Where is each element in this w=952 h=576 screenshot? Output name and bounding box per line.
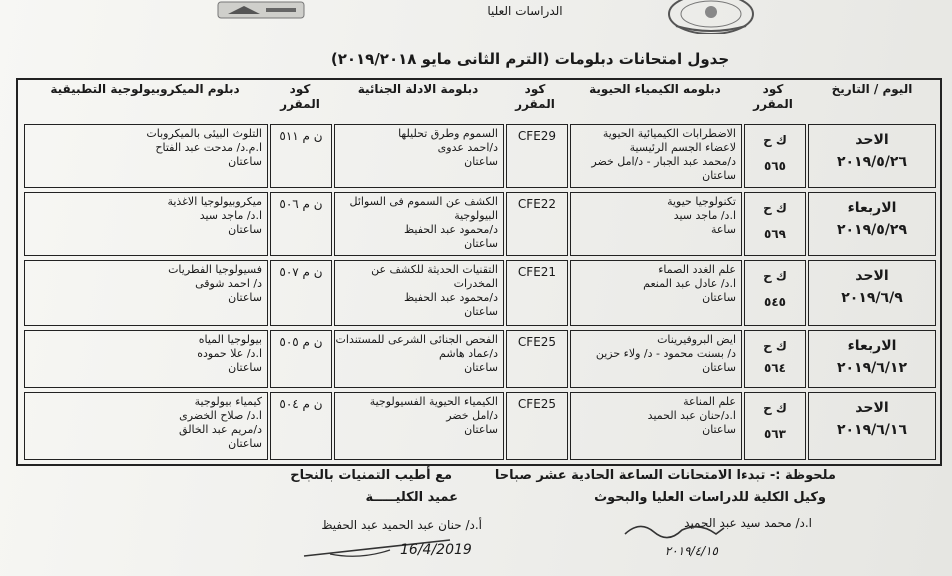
row-5-course-1: علم المناعة ا.د/حنان عبد الحميد ساعتان [570, 392, 742, 460]
vice-dean-name: ا.د/ محمد سيد عبد الحميد [684, 516, 812, 530]
row-5-day [808, 392, 936, 460]
row-5-course-3: كيمياء بيولوجية ا.د/ صلاح الخضرى د/مريم عبد الخالق ساعتان [24, 392, 268, 460]
row-3-day [808, 260, 936, 326]
header-code-1: كود المقرر [753, 82, 793, 111]
header-diploma-biochemistry: دبلومه الكيمياء الحيوية [589, 82, 721, 96]
row-2-code-1: ك ح ٥٦٩ [744, 192, 806, 256]
university-seal [666, 0, 756, 34]
department-heading: الدراسات العليا [487, 4, 563, 18]
day-name: الاربعاء [847, 338, 897, 354]
wishes-note: مع أطيب التمنيات بالنجاح [290, 468, 452, 483]
row-2-course-2: الكشف عن السموم فى السوائل البيولوجية د/محمود عبد الحفيظ ساعتان [334, 192, 504, 256]
row-3-code-1: ك ح ٥٤٥ [744, 260, 806, 326]
header-diploma-forensic: دبلومة الادلة الجنائية [357, 82, 479, 96]
row-2-course-1: تكنولوجيا حيوية ا.د/ ماجد سيد ساعة [570, 192, 742, 256]
row-1-code-2: CFE29 [506, 124, 568, 188]
row-2-code-2: CFE22 [506, 192, 568, 256]
row-2-course-3: ميكروبيولوجيا الاغذية ا.د/ ماجد سيد ساعتان [24, 192, 268, 256]
faculty-logo [214, 0, 310, 20]
row-1-code-1: ك ح ٥٦٥ [744, 124, 806, 188]
exam-date: ٢٠١٩/٥/٢٩ [836, 222, 908, 238]
vice-dean-date: ٢٠١٩/٤/١٥ [664, 544, 718, 558]
row-2-day [808, 192, 936, 256]
row-2-code-3: ن م ٥٠٦ [270, 192, 332, 256]
start-time-note: ملحوظة :- تبدءا الامتحانات الساعة الحادية عشر صباحا [494, 468, 836, 483]
row-3-code-2: CFE21 [506, 260, 568, 326]
dean-name: أ.د/ حنان عبد الحميد عبد الحفيظ [321, 518, 482, 532]
row-1-course-3: التلوث البيئى بالميكروبات ا.م.د/ مدحت عبد الفتاح ساعتان [24, 124, 268, 188]
row-1-course-1: الاضطرابات الكيميائية الحيوية لاعضاء الجسم الرئيسية د/محمد عبد الجبار - د/امل خضر ساعتان [570, 124, 742, 188]
row-1-day [808, 124, 936, 188]
day-name: الاحد [855, 400, 889, 416]
header-diploma-microbiology: دبلوم الميكروبيولوجية التطبيقية [50, 82, 240, 96]
row-4-course-1: ايض البروفيرينات د/ بسنت محمود - د/ ولاء حزين ساعتان [570, 330, 742, 388]
day-name: الاربعاء [847, 200, 897, 216]
header-day-date: اليوم / التاريخ [831, 82, 913, 96]
dean-title: عميد الكليـــــة [365, 490, 458, 505]
row-4-course-2: الفحص الجنائى الشرعى للمستندات د/عماد هاشم ساعتان [334, 330, 504, 388]
row-4-day [808, 330, 936, 388]
row-3-course-3: فسيولوجيا الفطريات د/ احمد شوقى ساعتان [24, 260, 268, 326]
row-3-course-2: التقنيات الحديثة للكشف عن المخدرات د/محمود عبد الحفيظ ساعتان [334, 260, 504, 326]
row-5-code-2: CFE25 [506, 392, 568, 460]
row-1-course-2: السموم وطرق تحليلها د/احمد عدوى ساعتان [334, 124, 504, 188]
row-5-code-1: ك ح ٥٦٣ [744, 392, 806, 460]
row-1-code-3: ن م ٥١١ [270, 124, 332, 188]
exam-date: ٢٠١٩/٥/٢٦ [836, 154, 908, 170]
vice-dean-signature [620, 516, 730, 546]
exam-date: ٢٠١٩/٦/٩ [841, 290, 903, 306]
page-title: جدول امتحانات دبلومات (الترم الثانى مايو ٢٠١٩/٢٠١٨) [330, 50, 730, 68]
row-4-course-3: بيولوجيا المياه ا.د/ علا حموده ساعتان [24, 330, 268, 388]
row-5-code-3: ن م ٥٠٤ [270, 392, 332, 460]
row-4-code-1: ك ح ٥٦٤ [744, 330, 806, 388]
row-3-code-3: ن م ٥٠٧ [270, 260, 332, 326]
row-4-code-2: CFE25 [506, 330, 568, 388]
dean-date: 16/4/2019 [400, 542, 472, 558]
exam-date: ٢٠١٩/٦/١٦ [836, 422, 908, 438]
exam-date: ٢٠١٩/٦/١٢ [836, 360, 908, 376]
row-4-code-3: ن م ٥٠٥ [270, 330, 332, 388]
header-code-2: كود المقرر [515, 82, 555, 111]
day-name: الاحد [855, 132, 889, 148]
day-name: الاحد [855, 268, 889, 284]
header-code-3: كود المقرر [280, 82, 320, 111]
row-3-course-1: علم الغدد الصماء ا.د/ عادل عبد المنعم ساعتان [570, 260, 742, 326]
vice-dean-title: وكيل الكلية للدراسات العليا والبحوث [594, 490, 826, 505]
row-5-course-2: الكيمياء الحيوية الفسيولوجية د/امل خضر ساعتان [334, 392, 504, 460]
